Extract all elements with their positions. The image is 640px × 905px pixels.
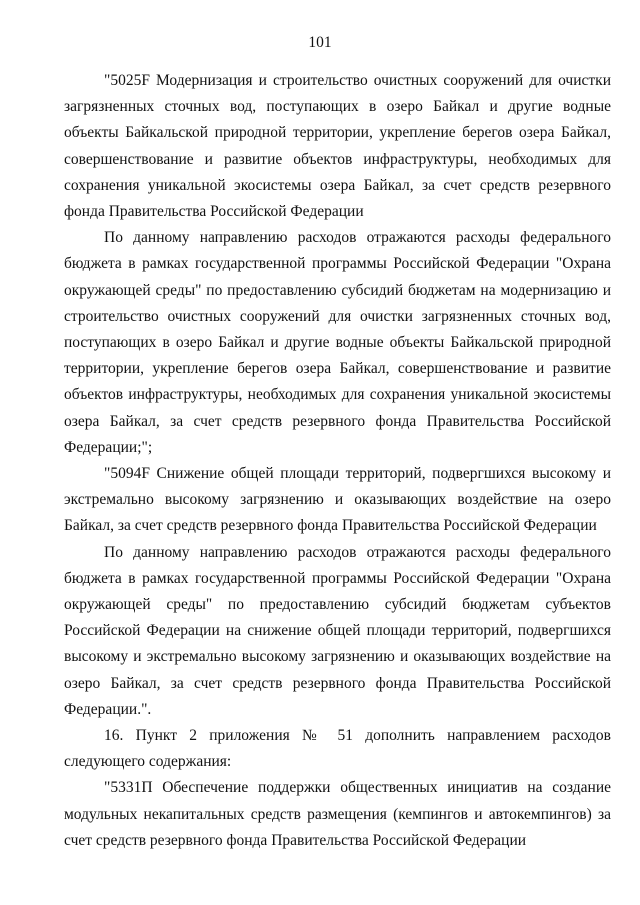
paragraph-5094f-description: По данному направлению расходов отражаются расходы федерального бюджета в рамках государственной программы Российской Федерации "Охрана окружающей среды" по предоставлению субсидий бюджетам субъектов Российской Федерации на снижение общей площади территорий, подвергшихся высокому и экстремально высокому загрязнению и оказывающих воздействие на озеро Байкал, за счет средств резервного фонда Правительства Российской Федерации.". <box>64 543 611 718</box>
paragraph-5025f-description: По данному направлению расходов отражаются расходы федерального бюджета в рамках государственной программы Российской Федерации "Охрана окружающей среды" по предоставлению субсидий бюджетам на модернизацию и строительство очистных сооружений для очистки загрязненных сточных вод, поступающих в озеро Байкал и другие водные объекты Байкальской природной территории, укрепление берегов озера Байкал, совершенствование и развитие объектов инфраструктуры, необходимых для сохранения уникальной экосистемы озера Байкал, за счет средств резервного фонда Правительства Российской Федерации;"; <box>64 229 611 456</box>
paragraph-5094f-title: "5094F Снижение общей площади территорий, подвергшихся высокому и экстремально высокому загрязнению и оказывающих воздействие на озеро Байкал, за счет средств резервного фонда Правительства Российской Федерации <box>64 465 611 535</box>
paragraph-5025f-title: "5025F Модернизация и строительство очистных сооружений для очистки загрязненных сточных вод, поступающих в озеро Байкал и другие водные объекты Байкальской природной территории, укрепление берегов озера Байкал, совершенствование и развитие объектов инфраструктуры, необходимых для сохранения уникальной экосистемы озера Байкал, за счет средств резервного фонда Правительства Российской Федерации <box>64 72 611 221</box>
paragraph-5331p-title: "5331П Обеспечение поддержки общественных инициатив на создание модульных некапитальных средств размещения (кемпингов и автокемпингов) за счет средств резервного фонда Правительства Российской Федерации <box>64 779 611 849</box>
paragraph-item-16: 16. Пункт 2 приложения № 51 дополнить направлением расходов следующего содержания: <box>64 727 611 771</box>
document-body <box>64 68 611 854</box>
page-number: 101 <box>308 34 332 51</box>
